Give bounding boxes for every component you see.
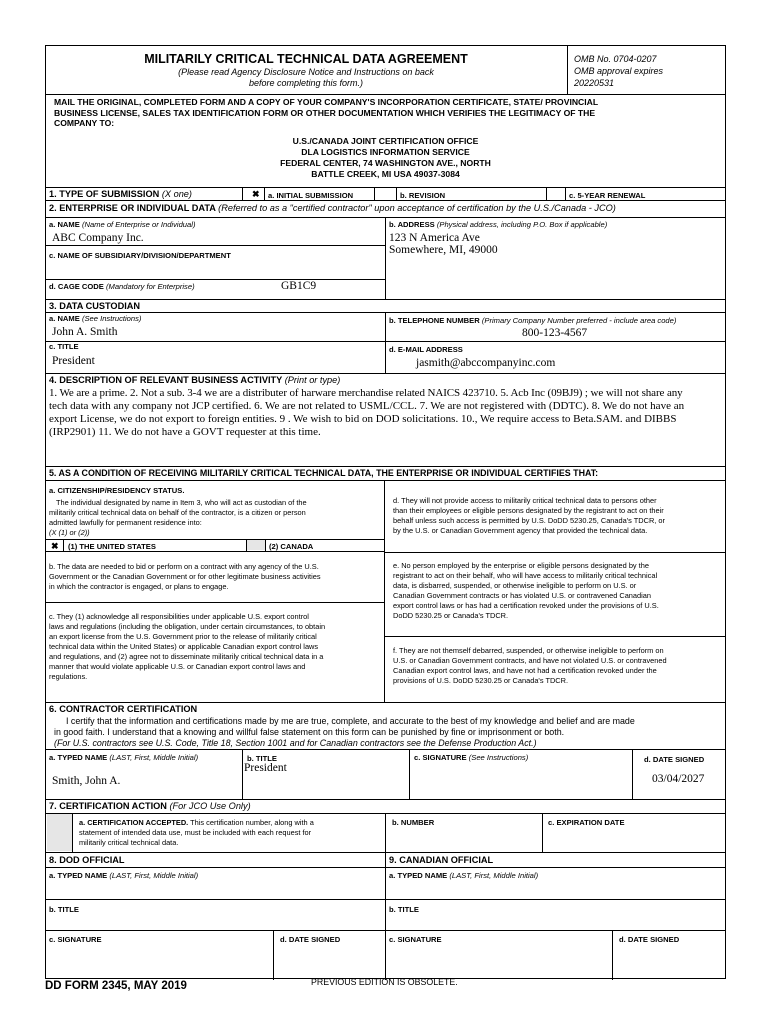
mail-instruction-2: BUSINESS LICENSE, SALES TAX IDENTIFICATION FORM OR OTHER DOCUMENTATION WHICH VERIFIES THE LEGITIMACY OF THE	[54, 107, 596, 118]
condition-c-line-7: regulations.	[49, 672, 88, 681]
condition-d-line-3: behalf unless such access is permitted by U.S. DoDD 5230.25, Canada's TDCR, or	[393, 516, 665, 525]
section-7-heading: 7. CERTIFICATION ACTION (For JCO Use Only)	[49, 801, 251, 811]
united-states-checkbox[interactable]: ✖	[51, 541, 59, 551]
canadian-date-signed-label: d. DATE SIGNED	[619, 935, 680, 944]
condition-f-line-2: U.S. or Canadian Government contracts, and have not violated U.S. or contravened	[393, 656, 667, 665]
form-subtitle-1: (Please read Agency Disclosure Notice and Instructions on back	[178, 67, 434, 77]
custodian-title-label: c. TITLE	[49, 342, 79, 351]
section-2-heading: 2. ENTERPRISE OR INDIVIDUAL DATA (Referred to as a "certified contractor" upon acceptance of certification by the U.S./Canada - JCO)	[49, 203, 616, 213]
omb-number: OMB No. 0704-0207	[574, 54, 657, 64]
condition-d-line-1: d. They will not provide access to militarily critical technical data to persons other	[393, 496, 657, 505]
certification-accepted-checkbox[interactable]	[47, 814, 72, 851]
condition-c-line-2: laws and regulations (including the obligation, under certain circumstances, to obtain	[49, 622, 326, 631]
mail-address-1: U.S./CANADA JOINT CERTIFICATION OFFICE	[292, 136, 479, 146]
condition-f-line-3: Canadian export control laws, and have not had a certification revoked under the	[393, 666, 657, 675]
canadian-typed-name-label: a. TYPED NAME (LAST, First, Middle Initial)	[389, 871, 539, 880]
section-1-heading: 1. TYPE OF SUBMISSION (X one)	[49, 189, 192, 199]
five-year-renewal-label: c. 5-YEAR RENEWAL	[569, 191, 646, 200]
canadian-title-label: b. TITLE	[389, 905, 419, 914]
dod-date-signed-label: d. DATE SIGNED	[280, 935, 341, 944]
initial-submission-label: a. INITIAL SUBMISSION	[268, 191, 354, 200]
section-4-heading: 4. DESCRIPTION OF RELEVANT BUSINESS ACTIVITY (Print or type)	[49, 375, 341, 385]
condition-b-line-2: Government or the Canadian Government or for other legitimate business activities	[49, 572, 321, 581]
custodian-title-field[interactable]: President	[52, 355, 95, 367]
mail-address-2: DLA LOGISTICS INFORMATION SERVICE	[301, 147, 470, 157]
business-activity-line-1: 1. We are a prime. 2. Not a sub. 3-4 we are a distributer of harware merchandise related NAICS 423710. 5. Acb Inc (09BJ9) ; we will not share any	[49, 387, 683, 399]
citizenship-text-1: The individual designated by name in Item 3, who will act as custodian of the	[56, 498, 307, 507]
custodian-name-label: a. NAME (See Instructions)	[49, 314, 142, 323]
signature-field[interactable]	[410, 764, 631, 798]
section-8-heading: 8. DOD OFFICIAL	[49, 855, 125, 865]
business-activity-field[interactable]	[46, 386, 725, 466]
section-6-heading: 6. CONTRACTOR CERTIFICATION	[49, 704, 198, 714]
section-3-heading: 3. DATA CUSTODIAN	[49, 301, 141, 311]
business-activity-line-3: export License, we do not export to foreign entities. 9 . We wish to bid on DOD solicitations. 10., We require access to Beta.SAM. and DIBBS	[49, 413, 677, 425]
omb-date: 20220531	[574, 78, 615, 88]
email-label: d. E-MAIL ADDRESS	[389, 345, 463, 354]
condition-c-line-5: and regulations, and (2) agree not to disseminate militarily critical technical data in a	[49, 652, 324, 661]
condition-b-line-3: in which the contractor is engaged, or plans to engage.	[49, 582, 229, 591]
address-line-1[interactable]: 123 N America Ave	[389, 232, 480, 244]
address-label: b. ADDRESS (Physical address, including P.O. Box if applicable)	[389, 220, 608, 229]
condition-f-line-4: provisions of U.S. DoDD 5230.25 or Canada's TDCR.	[393, 676, 569, 685]
email-field[interactable]: jasmith@abccompanyinc.com	[416, 357, 556, 369]
cage-code-label: d. CAGE CODE (Mandatory for Enterprise)	[49, 282, 195, 291]
section-9-heading: 9. CANADIAN OFFICIAL	[389, 855, 494, 865]
canadian-signature-label: c. SIGNATURE	[389, 935, 442, 944]
address-line-2[interactable]: Somewhere, MI, 49000	[389, 244, 498, 256]
certification-text-3: (For U.S. contractors see U.S. Code, Title 18, Section 1001 and for Canadian contractors see the Defense Production Act.)	[54, 738, 537, 748]
signature-label: c. SIGNATURE (See Instructions)	[414, 753, 529, 762]
condition-d-line-2: than their employees or eligible persons designated by the registrant to act on their	[393, 506, 664, 515]
date-signed-label: d. DATE SIGNED	[644, 755, 705, 764]
condition-c-line-6: manner that would violate applicable U.S. or Canadian export control laws and	[49, 662, 306, 671]
mail-instruction-3: COMPANY TO:	[54, 118, 115, 128]
condition-d-line-4: by the U.S. or Canadian Government agency that provided the technical data.	[393, 526, 648, 535]
dd-form-2345	[45, 45, 726, 979]
enterprise-name-label: a. NAME (Name of Enterprise or Individual)	[49, 220, 196, 229]
form-identifier: DD FORM 2345, MAY 2019	[45, 980, 187, 992]
condition-c-line-1: c. They (1) acknowledge all responsibilities under applicable U.S. export control	[49, 612, 309, 621]
initial-submission-checkbox[interactable]: ✖	[252, 189, 260, 199]
mail-address-4: BATTLE CREEK, MI USA 49037-3084	[311, 169, 460, 179]
citizenship-text-3: admitted lawfully for permanent residence into:	[49, 518, 202, 527]
subsidiary-field[interactable]	[46, 264, 385, 278]
signer-name-field[interactable]: Smith, John A.	[52, 775, 121, 787]
business-activity-line-2: tech data with any company not JCP certified. 6. We are not related to USML/CCL. 7. We are not registered with (DDTC). 8. We do not have an	[49, 400, 685, 412]
subsidiary-label: c. NAME OF SUBSIDIARY/DIVISION/DEPARTMENT	[49, 251, 231, 260]
certification-accepted-line-1: a. CERTIFICATION ACCEPTED. This certification number, along with a	[79, 818, 314, 827]
certification-text-2: in good faith. I understand that a knowing and willful false statement on this form can be punished by fine or imprisonment or both.	[54, 727, 565, 737]
section-5-heading: 5. AS A CONDITION OF RECEIVING MILITARILY CRITICAL TECHNICAL DATA, THE ENTERPRISE OR INDIVIDUAL CERTIFIES THAT:	[49, 468, 599, 478]
certification-accepted-line-2: statement of intended data use, must be included with each request for	[79, 828, 312, 837]
revision-label: b. REVISION	[400, 191, 446, 200]
telephone-label: b. TELEPHONE NUMBER (Primary Company Number preferred - include area code)	[389, 316, 677, 325]
signer-title-label: b. TITLE	[247, 754, 277, 763]
obsolete-notice: PREVIOUS EDITION IS OBSOLETE.	[311, 977, 458, 987]
condition-f-line-1: f. They are not themself debarred, suspended, or otherwise ineligible to perform on	[393, 646, 664, 655]
mail-address-3: FEDERAL CENTER, 74 WASHINGTON AVE., NORTH	[280, 158, 491, 168]
condition-e-line-2: registrant to act on their behalf, who will have access to militarily critical technical	[393, 571, 658, 580]
certification-accepted-line-3: militarily critical technical data.	[79, 838, 179, 847]
condition-e-line-4: Canadian Government contracts or has violated U.S. or contravened Canadian	[393, 591, 651, 600]
custodian-name-field[interactable]: John A. Smith	[52, 326, 118, 338]
signer-title-field[interactable]: President	[244, 762, 287, 774]
united-states-label: (1) THE UNITED STATES	[68, 542, 156, 551]
omb-expires: OMB approval expires	[574, 66, 664, 76]
dod-signature-label: c. SIGNATURE	[49, 935, 102, 944]
dod-title-label: b. TITLE	[49, 905, 79, 914]
form-subtitle-2: before completing this form.)	[248, 78, 364, 88]
citizenship-label: a. CITIZENSHIP/RESIDENCY STATUS.	[49, 486, 185, 495]
condition-b-line-1: b. The data are needed to bid or perform on a contract with any agency of the U.S.	[49, 562, 319, 571]
dod-typed-name-label: a. TYPED NAME (LAST, First, Middle Initial)	[49, 871, 199, 880]
certification-text-1: I certify that the information and certifications made by me are true, complete, and accurate to the best of my knowledge and belief and are made	[66, 716, 635, 726]
condition-e-line-6: DoDD 5230.25 or Canada's TDCR.	[393, 611, 509, 620]
enterprise-name-field[interactable]: ABC Company Inc.	[52, 232, 144, 244]
citizenship-text-4: (X (1) or (2))	[49, 528, 90, 537]
condition-e-line-1: e. No person employed by the enterprise or eligible persons designated by the	[393, 561, 649, 570]
condition-e-line-5: export control laws or has had a certification revoked under the provisions of U.S.	[393, 601, 659, 610]
mail-instruction-1: MAIL THE ORIGINAL, COMPLETED FORM AND A COPY OF YOUR COMPANY'S INCORPORATION CERTIFICATE, STATE/ PROVINCIAL	[54, 97, 599, 107]
condition-c-line-3: an export license from the U.S. Government prior to the release of militarily critical	[49, 632, 317, 641]
business-activity-line-4: (IRP2901) 11. We do not have a GOVT requester at this time.	[49, 426, 321, 438]
certification-number-label: b. NUMBER	[392, 818, 435, 827]
condition-e-line-3: data, is disbarred, suspended, or otherwise ineligible to perform on U.S. or	[393, 581, 637, 590]
canada-label: (2) CANADA	[269, 542, 314, 551]
signer-name-label: a. TYPED NAME (LAST, First, Middle Initial)	[49, 753, 199, 762]
cage-code-field[interactable]: GB1C9	[281, 280, 317, 292]
expiration-date-label: c. EXPIRATION DATE	[548, 818, 625, 827]
condition-c-line-4: technical data within the United States) or applicable Canadian export control laws	[49, 642, 319, 651]
form-title: MILITARILY CRITICAL TECHNICAL DATA AGREEMENT	[144, 52, 468, 66]
canada-checkbox[interactable]	[247, 540, 265, 550]
date-signed-field[interactable]: 03/04/2027	[652, 773, 705, 785]
citizenship-text-2: militarily critical technical data on behalf of the contractor, is a citizen or person	[49, 508, 306, 517]
telephone-field[interactable]: 800-123-4567	[522, 327, 588, 339]
